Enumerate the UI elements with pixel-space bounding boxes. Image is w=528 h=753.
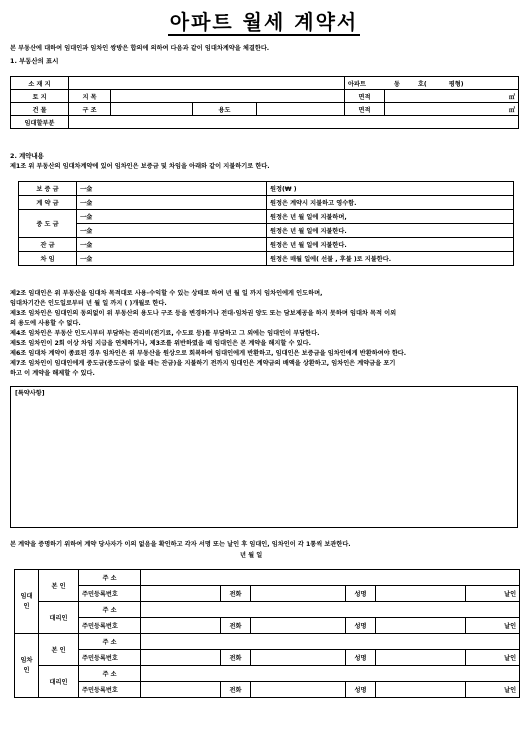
- tenant-agent-phone-value[interactable]: [251, 682, 346, 698]
- landlord-agent-phone-value[interactable]: [251, 618, 346, 634]
- contract-title: 아파트 월세 계약서: [169, 10, 359, 34]
- payment-table: [18, 181, 514, 266]
- landlord-agent-name-value[interactable]: [376, 618, 466, 634]
- article-3b: 의 용도에 사용할 수 없다.: [10, 320, 81, 327]
- jimok-value[interactable]: [111, 90, 345, 103]
- landlord-agent-address-label: 주 소: [79, 602, 141, 618]
- section-1-heading: 1. 부동산의 표시: [10, 57, 59, 65]
- location-value[interactable]: [69, 77, 345, 90]
- tenant-agent-rrn-value[interactable]: [141, 682, 221, 698]
- landlord-name-value[interactable]: [376, 586, 466, 602]
- contract-note: 원정은 계약시 지불하고 영수함.: [267, 196, 514, 210]
- contract-date[interactable]: 년 월 일: [240, 552, 263, 559]
- middle-label: 중 도 금: [19, 210, 77, 238]
- tenant-phone-label: 전화: [221, 650, 251, 666]
- apartment-cell[interactable]: 아파트 동 호( 평형): [345, 77, 519, 90]
- tenant-agent-seal[interactable]: 날인: [466, 682, 520, 698]
- building-area-value[interactable]: ㎡: [385, 103, 519, 116]
- tenant-name-value[interactable]: [376, 650, 466, 666]
- article-2a: 제2조 임대인은 위 부동산을 임대차 목적대로 사용·수익할 수 있는 상태로 하여 년 월 일 까지 임차인에게 인도하며,: [10, 290, 323, 297]
- middle-note-1: 원정은 년 월 일에 지불하며,: [267, 210, 514, 224]
- land-label: 토 지: [11, 90, 69, 103]
- property-table: [10, 76, 519, 129]
- deposit-note: 원정(₩ ): [267, 182, 514, 196]
- balance-amount[interactable]: 一金: [77, 238, 267, 252]
- usage-label: 용도: [193, 103, 257, 116]
- article-1: 제1조 위 부동산의 임대차계약에 있어 임차인은 보증금 및 차임을 아래와 같이 지불하기로 한다.: [10, 163, 270, 170]
- landlord-address-label: 주 소: [79, 570, 141, 586]
- landlord-principal-label: 본 인: [39, 570, 79, 602]
- tenant-name-label: 성명: [346, 650, 376, 666]
- article-7b: 하고 이 계약을 해제할 수 있다.: [10, 370, 95, 377]
- article-2b: 임대차기간은 인도일로부터 년 월 일 까지 ( )개월로 한다.: [10, 300, 167, 307]
- tenant-agent-rrn-label: 주민등록번호: [79, 682, 141, 698]
- article-4: 제4조 임차인은 부동산 인도시부터 부담하는 관리비(전기료, 수도료 등)를 부담하고 그 외에는 임대인이 부담한다.: [10, 330, 320, 337]
- tenant-phone-value[interactable]: [251, 650, 346, 666]
- contract-label: 계 약 금: [19, 196, 77, 210]
- closing-text: 본 계약을 증명하기 위하여 계약 당사자가 이의 없음을 확인하고 각자 서명 또는 날인 후 임대인, 임차인이 각 1통씩 보관한다.: [10, 541, 351, 548]
- rental-part-value[interactable]: [69, 116, 519, 129]
- landlord-seal[interactable]: 날인: [466, 586, 520, 602]
- tenant-agent-phone-label: 전화: [221, 682, 251, 698]
- tenant-agent-label: 대리인: [39, 666, 79, 698]
- landlord-agent-rrn-value[interactable]: [141, 618, 221, 634]
- tenant-agent-address-label: 주 소: [79, 666, 141, 682]
- tenant-agent-name-value[interactable]: [376, 682, 466, 698]
- jimok-label: 지 목: [69, 90, 111, 103]
- landlord-agent-label: 대리인: [39, 602, 79, 634]
- rent-amount[interactable]: 一金: [77, 252, 267, 266]
- balance-note: 원정은 년 월 일에 지불한다.: [267, 238, 514, 252]
- contract-amount[interactable]: 一金: [77, 196, 267, 210]
- landlord-agent-address-value[interactable]: [141, 602, 520, 618]
- landlord-address-value[interactable]: [141, 570, 520, 586]
- intro-text: 본 부동산에 대하여 임대인과 임차인 쌍방은 합의에 의하여 다음과 같이 임대차계약을 체결한다.: [10, 45, 270, 52]
- structure-label: 구 조: [69, 103, 111, 116]
- tenant-seal[interactable]: 날인: [466, 650, 520, 666]
- landlord-rrn-label: 주민등록번호: [79, 586, 141, 602]
- landlord-phone-value[interactable]: [251, 586, 346, 602]
- tenant-rrn-label: 주민등록번호: [79, 650, 141, 666]
- middle-note-2: 원정은 년 월 일에 지불한다.: [267, 224, 514, 238]
- landlord-agent-phone-label: 전화: [221, 618, 251, 634]
- deposit-amount[interactable]: 一金: [77, 182, 267, 196]
- balance-label: 잔 금: [19, 238, 77, 252]
- middle-amount-2[interactable]: 一金: [77, 224, 267, 238]
- parties-table: [14, 569, 520, 698]
- landlord-phone-label: 전화: [221, 586, 251, 602]
- rent-label: 차 임: [19, 252, 77, 266]
- article-6: 제6조 임대차 계약이 종료된 경우 임차인은 위 부동산을 원상으로 회복하여 임대인에게 반환하고, 임대인은 보증금을 임차인에게 반환하여야 한다.: [10, 350, 407, 357]
- landlord-agent-name-label: 성명: [346, 618, 376, 634]
- special-terms-box[interactable]: [10, 386, 518, 528]
- usage-value[interactable]: [257, 103, 345, 116]
- tenant-address-value[interactable]: [141, 634, 520, 650]
- tenant-agent-name-label: 성명: [346, 682, 376, 698]
- tenant-principal-label: 본 인: [39, 634, 79, 666]
- section-2-heading: 2. 계약내용: [10, 152, 44, 160]
- deposit-label: 보 증 금: [19, 182, 77, 196]
- rent-note: 원정은 매월 일에( 선불 , 후불 )로 지불한다.: [267, 252, 514, 266]
- landlord-label: 임대인: [15, 570, 39, 634]
- land-area-value[interactable]: ㎡: [385, 90, 519, 103]
- landlord-name-label: 성명: [346, 586, 376, 602]
- article-7a: 제7조 임차인이 임대인에게 중도금(중도금이 없을 때는 잔금)을 지불하기 전까지 임대인은 계약금의 배액을 상환하고, 임차인은 계약금을 포기: [10, 360, 396, 367]
- article-5: 제5조 임차인이 2회 이상 차임 지급을 연체하거나, 제3조를 위반하였을 때 임대인은 본 계약을 해지할 수 있다.: [10, 340, 311, 347]
- building-label: 건 물: [11, 103, 69, 116]
- special-terms-label: [특약사항]: [15, 390, 45, 397]
- building-area-label: 면적: [345, 103, 385, 116]
- middle-amount-1[interactable]: 一金: [77, 210, 267, 224]
- structure-value[interactable]: [111, 103, 193, 116]
- tenant-rrn-value[interactable]: [141, 650, 221, 666]
- landlord-rrn-value[interactable]: [141, 586, 221, 602]
- tenant-address-label: 주 소: [79, 634, 141, 650]
- tenant-label: 임차인: [15, 634, 39, 698]
- landlord-agent-rrn-label: 주민등록번호: [79, 618, 141, 634]
- tenant-agent-address-value[interactable]: [141, 666, 520, 682]
- landlord-agent-seal[interactable]: 날인: [466, 618, 520, 634]
- rental-part-label: 임대할부분: [11, 116, 69, 129]
- location-label: 소 재 지: [11, 77, 69, 90]
- article-3a: 제3조 임차인은 임대인의 동의없이 위 부동산의 용도나 구조 등을 변경하거나 전대·임차권 양도 또는 담보제공을 하지 못하며 임대차 목적 이외: [10, 310, 397, 317]
- land-area-label: 면적: [345, 90, 385, 103]
